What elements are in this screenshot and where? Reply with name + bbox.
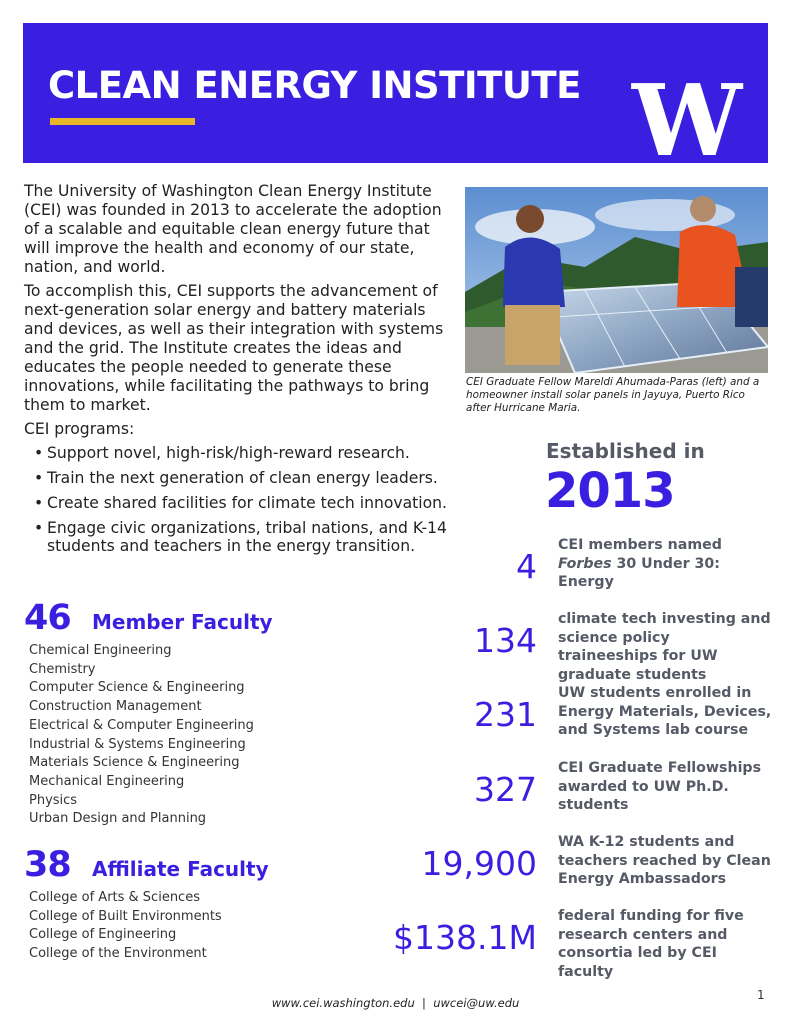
program-item: • Support novel, high-risk/high-reward research. — [24, 444, 454, 462]
stat-text: federal funding for five research centers and consortia led by CEI faculty — [558, 908, 744, 980]
established-label: Established in — [546, 439, 705, 463]
programs-list — [24, 444, 454, 555]
intro-section — [24, 182, 454, 562]
affiliate-faculty-label: Affiliate Faculty — [92, 857, 269, 881]
affiliate-faculty-count: 38 — [24, 845, 71, 885]
program-item: • Create shared facilities for climate tech innovation. — [24, 494, 454, 512]
stat-item — [395, 684, 775, 744]
footer-text: www.cei.washington.edu | uwcei@uw.edu — [271, 996, 520, 1010]
stat-text-part: 30 Under 30: Energy — [558, 555, 720, 590]
department-item: Chemical Engineering — [29, 643, 172, 658]
programs-heading: CEI programs: — [24, 420, 135, 438]
stat-text: CEI Graduate Fellowships awarded to UW Ph.D. students — [558, 760, 762, 813]
program-item: • Train the next generation of clean energy leaders. — [24, 469, 454, 487]
stat-item — [393, 907, 775, 980]
stat-number: 327 — [474, 769, 537, 809]
department-item: Computer Science & Engineering — [29, 680, 245, 696]
page-number: 1 — [757, 988, 765, 1002]
stat-text: WA K-12 students and teachers reached by Clean Energy Ambassadors — [558, 834, 771, 887]
intro-paragraph-1: The University of Washington Clean Energy Institute (CEI) was founded in 2013 to accelerate the adoption of a scalable and equitable clean energy future that will improve the health and economy of our state, nation, and world. — [24, 182, 442, 276]
stat-text-part: CEI members named — [558, 537, 722, 553]
established-year: 2013 — [545, 463, 675, 519]
stat-number: 134 — [474, 620, 537, 660]
stat-item — [395, 759, 775, 819]
department-item: Mechanical Engineering — [29, 773, 185, 789]
stat-text: climate tech investing and science policy traineeships for UW graduate students — [558, 611, 771, 683]
uw-logo: W — [632, 64, 743, 179]
stat-number: 4 — [516, 546, 537, 586]
intro-paragraph-2: To accomplish this, CEI supports the advancement of next-generation solar energy and battery materials and devices, as well as their integration with systems and the grid. The Institute creates the ideas and educates the people needed to generate these innovations, while facilitating the pathways to bring them to market. — [24, 282, 444, 414]
college-item: College of Built Environments — [29, 908, 222, 924]
department-item: Construction Management — [29, 699, 202, 715]
affiliate-faculty-section — [24, 845, 269, 964]
page-title: CLEAN ENERGY INSTITUTE — [48, 64, 581, 107]
program-item: • Engage civic organizations, tribal nations, and K-14 students and teachers in the energy transition. — [24, 519, 454, 555]
member-faculty-count: 46 — [24, 598, 71, 638]
stat-text — [558, 536, 773, 592]
gold-accent-bar — [50, 118, 195, 125]
department-item: Electrical & Computer Engineering — [29, 717, 254, 733]
stat-number: 19,900 — [421, 843, 537, 883]
stat-text-emphasis: Forbes — [558, 555, 612, 572]
member-faculty-section — [24, 598, 273, 829]
affiliate-faculty-list — [29, 889, 269, 964]
stat-number: 231 — [474, 694, 537, 734]
solar-panel-photo — [465, 187, 768, 373]
stat-item — [395, 610, 775, 683]
stat-item — [395, 536, 775, 596]
department-item: Urban Design and Planning — [29, 811, 207, 827]
footer-contact — [0, 996, 791, 1010]
department-item: Chemistry — [29, 661, 96, 677]
department-item: Physics — [29, 792, 78, 808]
stat-item — [395, 833, 775, 893]
stat-text: UW students enrolled in Energy Materials, Devices, and Systems lab course — [558, 685, 772, 738]
member-faculty-label: Member Faculty — [92, 610, 273, 634]
college-item: College of the Environment — [29, 946, 207, 962]
photo-caption: CEI Graduate Fellow Mareldi Ahumada-Paras (left) and a homeowner install solar panels in Jayuya, Puerto Rico after Hurricane Maria. — [466, 376, 760, 414]
member-faculty-list — [29, 642, 273, 829]
stat-number: $138.1M — [393, 917, 537, 957]
college-item: College of Engineering — [29, 927, 177, 943]
department-item: Materials Science & Engineering — [29, 755, 240, 771]
college-item: College of Arts & Sciences — [29, 890, 200, 905]
department-item: Industrial & Systems Engineering — [29, 736, 246, 752]
